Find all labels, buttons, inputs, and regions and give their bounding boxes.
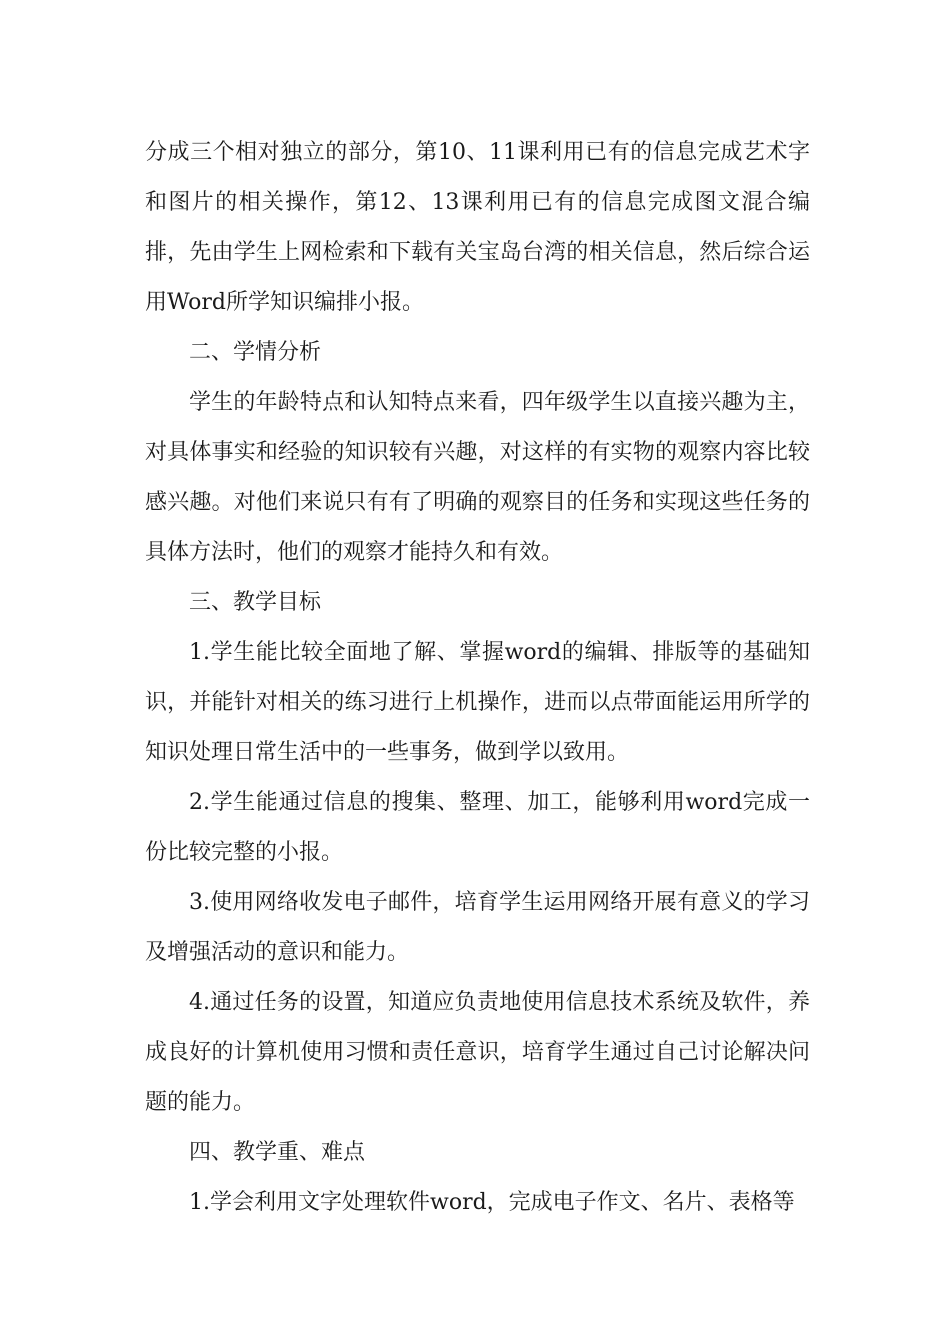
- section-heading-learning-analysis: 二、学情分析: [189, 340, 322, 365]
- section-heading-teaching-goals: 三、教学目标: [189, 590, 322, 615]
- goal-item-1: 1.学生能比较全面地了解、掌握word的编辑、排版等的基础知识，并能针对相关的练习进行上机操作，进而以点带面能运用所学的知识处理日常生活中的一些事务，做到学以致用。: [145, 640, 810, 765]
- body-paragraph: 分成三个相对独立的部分，第10、11课利用已有的信息完成艺术字和图片的相关操作，第12、13课利用已有的信息完成图文混合编排，先由学生上网检索和下载有关宝岛台湾的相关信息，然后综合运用Word所学知识编排小报。: [145, 140, 810, 315]
- key-point-item-1: 1.学会利用文字处理软件word，完成电子作文、名片、表格等: [189, 1190, 795, 1215]
- body-paragraph: 学生的年龄特点和认知特点来看，四年级学生以直接兴趣为主，对具体事实和经验的知识较有兴趣，对这样的有实物的观察内容比较感兴趣。对他们来说只有有了明确的观察目的任务和实现这些任务的具体方法时，他们的观察才能持久和有效。: [145, 390, 810, 565]
- goal-item-4: 4.通过任务的设置，知道应负责地使用信息技术系统及软件，养成良好的计算机使用习惯和责任意识，培育学生通过自己讨论解决问题的能力。: [145, 990, 810, 1115]
- goal-item-2: 2.学生能通过信息的搜集、整理、加工，能够利用word完成一份比较完整的小报。: [145, 790, 810, 865]
- section-heading-key-points: 四、教学重、难点: [189, 1140, 366, 1165]
- document-body: [145, 128, 810, 1228]
- goal-item-3: 3.使用网络收发电子邮件，培育学生运用网络开展有意义的学习及增强活动的意识和能力。: [145, 890, 810, 965]
